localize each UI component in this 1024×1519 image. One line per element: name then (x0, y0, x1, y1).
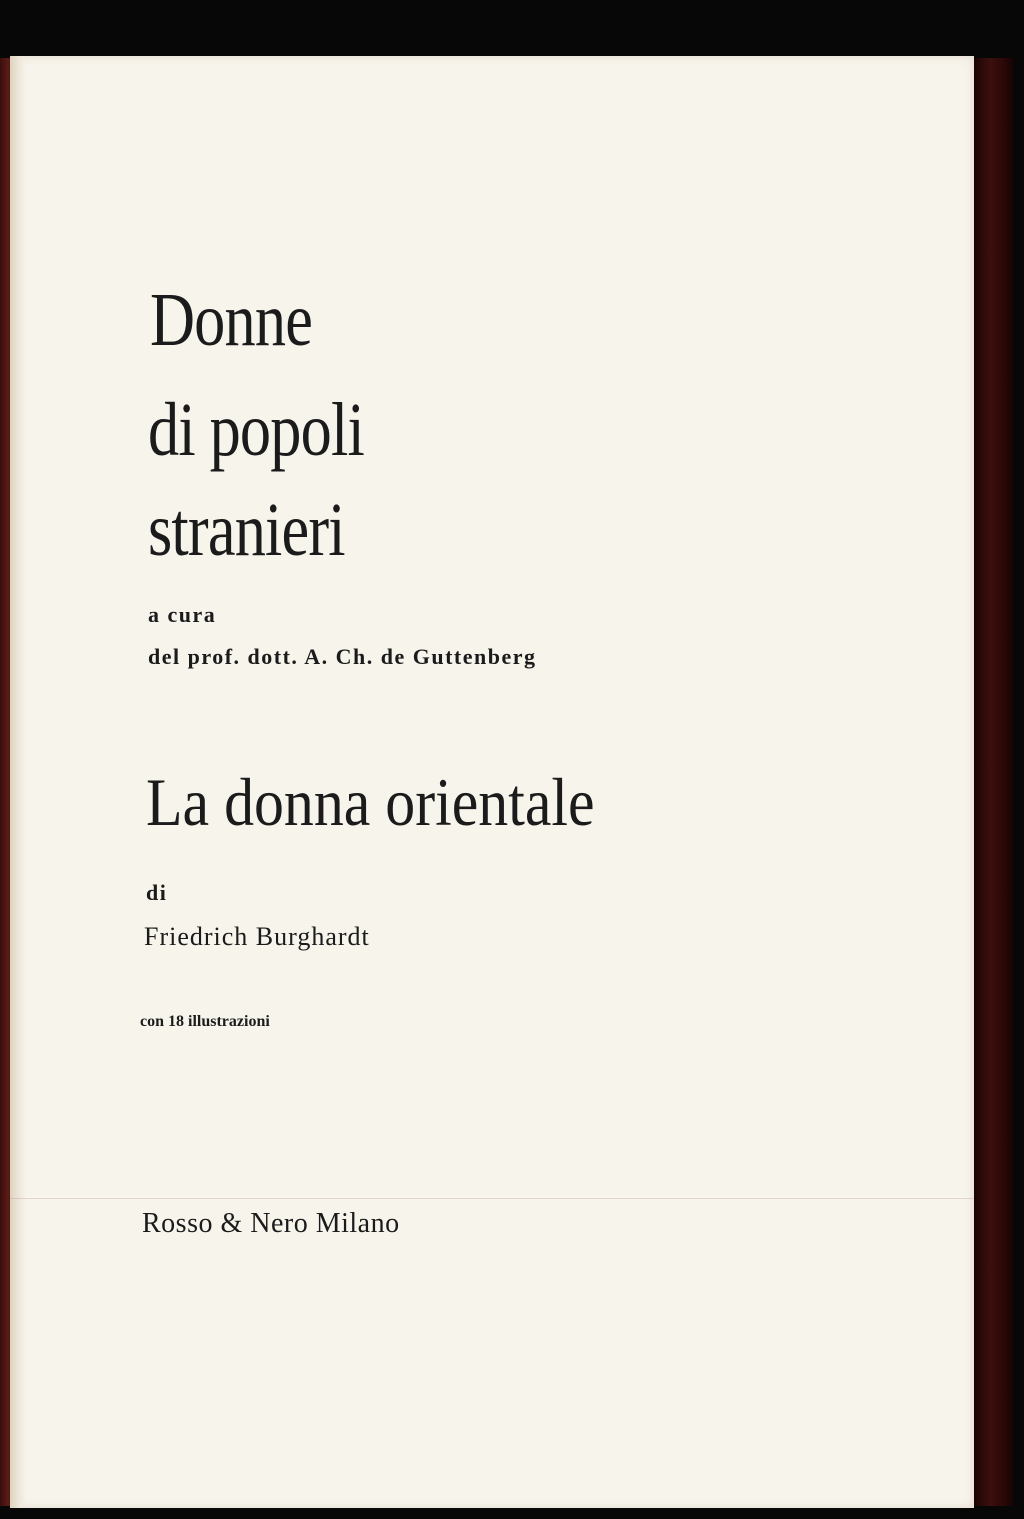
publisher-imprint: Rosso & Nero Milano (142, 1208, 400, 1239)
author-name: Friedrich Burghardt (144, 922, 370, 951)
author-prefix: di (146, 880, 168, 905)
illustrations-note: con 18 illustrazioni (140, 1013, 270, 1030)
page-gutter-shadow (10, 56, 26, 1508)
editor-line-2: del prof. dott. A. Ch. de Guttenberg (148, 644, 537, 669)
title-line-3: stranieri (148, 488, 345, 572)
title-page (10, 56, 974, 1508)
title-line-2: di popoli (148, 388, 364, 472)
editor-line-1: a cura (148, 602, 217, 627)
page-fold-line (10, 1198, 974, 1199)
subtitle: La donna orientale (146, 764, 595, 840)
title-line-1: Donne (150, 278, 313, 362)
book-binding-right (974, 58, 1014, 1506)
